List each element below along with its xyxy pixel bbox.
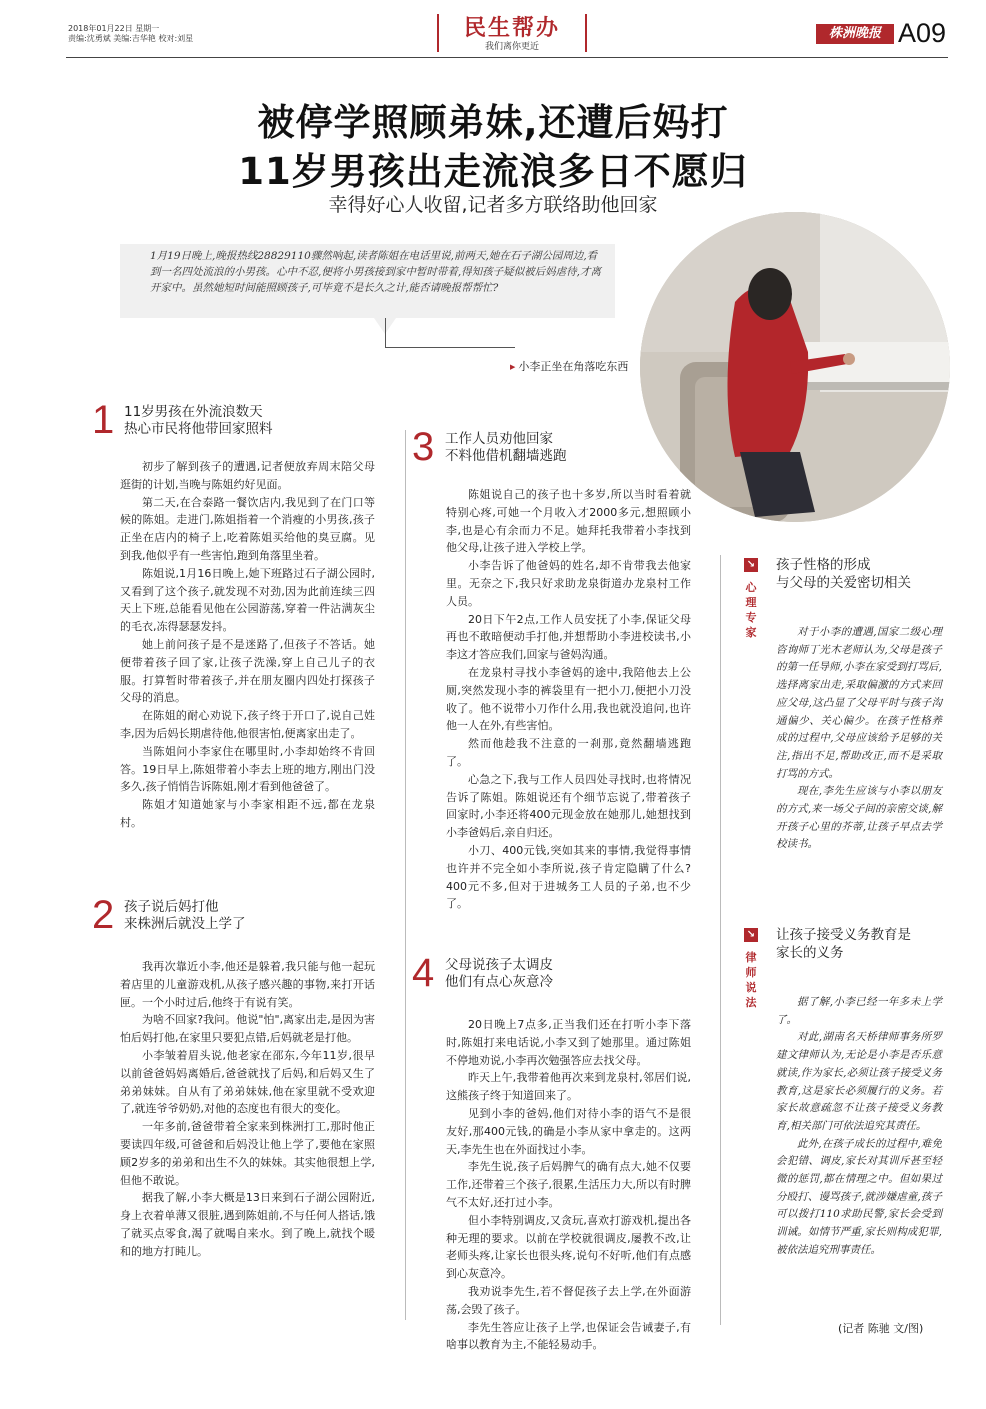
sidebar-title-line: 家长的义务: [776, 945, 844, 961]
byline: (记者 陈驰 文/图): [838, 1322, 924, 1335]
sidebar-body: [776, 624, 942, 854]
sidebar-title-line: 与父母的关爱密切相关: [776, 575, 911, 591]
section-number: 2: [92, 893, 115, 937]
column-title: 民生帮办: [463, 15, 560, 41]
section-title-line: 工作人员劝他回家: [445, 431, 553, 447]
sidebar-title: [776, 926, 911, 962]
photo-illustration: [640, 212, 950, 522]
headline-line2: 11岁男孩出走流浪多日不愿归: [238, 150, 748, 193]
paragraph: 现在,李先生应该与小李以朋友的方式,来一场父子间的亲密交谈,解开孩子心里的芥蒂,让孩子早点去学校读书。: [776, 785, 942, 851]
section-title-line: 热心市民将他带回家照料: [124, 421, 273, 437]
section-title-line: 孩子说后妈打他: [124, 899, 219, 915]
paragraph: 陈姐说自己的孩子也十多岁,所以当时看着就特别心疼,可她一个月收入才2000多元,想照顾小李,也是心有余而力不足。她拜托我带着小李找到他父母,让孩子进入学校上学。: [446, 488, 691, 555]
section-title: [124, 404, 273, 438]
sidebar-body: [776, 994, 942, 1260]
paragraph: 但小李特别调皮,又贪玩,喜欢打游戏机,提出各种无理的要求。以前在学校就很调皮,屡教不改,让老师头疼,让家长也很头疼,说句不好听,他们有点感到心灰意冷。: [446, 1213, 691, 1281]
section-title-line: 来株洲后就没上学了: [124, 916, 246, 932]
arrow-icon: ↘: [744, 558, 758, 572]
sidebar-title-line: 孩子性格的形成: [776, 557, 871, 573]
paragraph: 当陈姐问小李家住在哪里时,小李却始终不肯回答。19日早上,陈姐带着小李去上班的地方,刚出门没多久,孩子悄悄告诉陈姐,刚才看到他爸爸了。: [120, 744, 375, 794]
photo-caption: ▶ 小李正坐在角落吃东西: [510, 358, 628, 374]
section-number: 3: [412, 425, 435, 469]
section-title-line: 他们有点心灰意冷: [445, 974, 553, 990]
section-number: 4: [412, 951, 435, 995]
section-title-line: 父母说孩子太调皮: [445, 957, 553, 973]
paragraph: 一年多前,爸爸带着全家来到株洲打工,那时他正要读四年级,可爸爸和后妈没让他上学了,要他在家照顾2岁多的弟弟和出生不久的妹妹。其实他很想上学,但他不敢说。: [120, 1120, 375, 1187]
paragraph: 见到小李的爸妈,他们对待小李的语气不是很友好,那400元钱,的确是小李从家中拿走的。这两天,李先生也在外面找过小李。: [446, 1106, 691, 1156]
paragraph: 对于小李的遭遇,国家二级心理咨询师丁光木老师认为,父母是孩子的第一任导师,小李在家受到打骂后,选择离家出走,采取偏激的方式来回应父母,这凸显了父母平时与孩子沟通偏少、关心偏少。在孩子性格养成的过程中,父母应该给予足够的关注,指出不足,帮助改正,而不是采取打骂的方式。: [776, 626, 942, 780]
paragraph: 20日晚上7点多,正当我们还在打听小李下落时,陈姐打来电话说,小李又到了她那里。通过陈姐不停地劝说,小李再次勉强答应去找父母。: [446, 1018, 691, 1067]
paragraph: 昨天上午,我带着他再次来到龙泉村,邻居们说,这熊孩子终于知道回来了。: [446, 1071, 691, 1103]
section-title: [445, 431, 567, 465]
column-divider: [720, 555, 721, 1325]
column-divider: [405, 430, 406, 1320]
section-title-line: 不料他借机翻墙逃跑: [445, 448, 567, 464]
staff-line: 责编:沈勇斌 美编:吉华艳 校对:刘星: [68, 34, 194, 43]
paragraph: 陈姐才知道她家与小李家相距不远,都在龙泉村。: [120, 798, 375, 829]
sidebar-label: 律师说法: [745, 951, 757, 1009]
paragraph: 20日下午2点,工作人员安抚了小李,保证父母再也不敢暗便动手打他,并想帮助小李进校读书,小李这才答应我们,回家与爸妈沟通。: [446, 612, 691, 662]
header-rule: [66, 57, 948, 58]
lead-paragraph: 1月19日晚上,晚报热线28829110骤然响起,读者陈姐在电话里说,前两天,她在石子湖公园周边,看到一名四处流浪的小男孩。心中不忍,便将小男孩接到家中暂时带着,得知孩子疑似被后妈虐待,才离开家中。虽然她短时间能照顾孩子,可毕竟不是长久之计,能否请晚报帮帮忙?: [120, 244, 615, 318]
paragraph: 在龙泉村寻找小李爸妈的途中,我陪他去上公厕,突然发现小李的裤袋里有一把小刀,便把小刀没收了。他不说带小刀作什么用,我也就没追问,也许他一人在外,有些害怕。: [446, 665, 691, 733]
headline-line1: 被停学照顾弟妹,还遭后妈打: [257, 101, 729, 144]
paragraph: 在陈姐的耐心劝说下,孩子终于开口了,说自己姓李,因为后妈长期虐待他,他很害怕,便离家出走了。: [120, 709, 375, 740]
paragraph: 我劝说李先生,若不督促孩子去上学,在外面游荡,会毁了孩子。: [446, 1284, 691, 1316]
paragraph: 陈姐说,1月16日晚上,她下班路过石子湖公园时,又看到了这个孩子,就发现不对劲,因为此前连续三四天上下班,总能看见他在公园游荡,穿着一件沾满灰尘的毛衣,冻得瑟瑟发抖。: [120, 566, 375, 634]
page-number: A09: [898, 18, 947, 48]
paragraph: 小刀、400元钱,突如其来的事情,我觉得事情也许并不完全如小李所说,孩子肯定隐瞒了什么?400元不多,但对于进城务工人员的子弟,也不少了。: [446, 843, 691, 911]
sidebar-title: [776, 556, 911, 592]
paragraph: 此外,在孩子成长的过程中,难免会犯错、调皮,家长对其训斥甚至轻微的惩罚,都在情理之中。但如果过分殴打、谩骂孩子,就涉嫌虐童,孩子可以拨打110求助民警,家长会受到训诫。如情节严重,家长则构成犯罪,被依法追究刑事责任。: [776, 1137, 942, 1256]
arrow-icon: ↘: [744, 928, 758, 942]
sidebar-title-line: 让孩子接受义务教育是: [776, 927, 911, 943]
section-body: [120, 958, 375, 1261]
paragraph: 初步了解到孩子的遭遇,记者便放弃周末陪父母逛街的计划,当晚与陈姐约好见面。: [120, 460, 375, 491]
paragraph: 心急之下,我与工作人员四处寻找时,也将情况告诉了陈姐。陈姐说还有个细节忘说了,带着孩子回家时,小李还将400元现金放在她那儿,她想找到小李爸妈后,亲自归还。: [446, 772, 691, 840]
paragraph: 小李皱着眉头说,他老家在邵东,今年11岁,很早以前爸爸妈妈离婚后,爸爸就找了后妈,和后妈又生了弟弟妹妹。自从有了弟弟妹妹,他在家里就不受欢迎了,就连爷爷奶奶,对他的态度也有很大的变化。: [120, 1048, 375, 1116]
header-meta: [68, 24, 193, 44]
section-title: [445, 957, 553, 991]
paragraph: 她上前问孩子是不是迷路了,但孩子不答话。她便带着孩子回了家,让孩子洗澡,穿上自己儿子的衣服。打算暂时带着孩子,并在朋友圈内四处打探孩子父母的消息。: [120, 637, 375, 705]
section-body: [120, 458, 375, 832]
paragraph: 我再次靠近小李,他还是躲着,我只能与他一起玩着店里的儿童游戏机,从孩子感兴趣的事物,来打开话匣。一个小时过后,他终于有说有笑。: [120, 960, 375, 1009]
paragraph: 小李告诉了他爸妈的姓名,却不肯带我去他家里。无奈之下,我只好求助龙泉街道办龙泉村工作人员。: [446, 559, 691, 608]
section-title-line: 11岁男孩在外流浪数天: [124, 404, 263, 420]
paper-logo: 株洲晚报: [816, 24, 894, 44]
column-banner: [437, 14, 587, 52]
paragraph: 据了解,小李已经一年多未上学了。: [776, 996, 942, 1026]
section-title: [124, 899, 246, 933]
paragraph: 据我了解,小李大概是13日来到石子湖公园附近,身上衣着单薄又很脏,遇到陈姐前,不与任何人搭话,饿了就买点零食,渴了就喝自来水。到了晚上,就找个暖和的地方打盹儿。: [120, 1191, 375, 1258]
date-line: 2018年01月22日 星期一: [68, 24, 160, 33]
caption-connector-h: [385, 347, 515, 348]
subheadline: 幸得好心人收留,记者多方联络助他回家: [328, 194, 658, 216]
section-body: [446, 1016, 691, 1354]
article-photo: [640, 212, 950, 522]
paragraph: 然而他趁我不注意的一刹那,竟然翻墙逃跑了。: [446, 737, 691, 768]
column-subtitle: 我们离你更近: [484, 42, 539, 52]
sidebar-label: 心理专家: [745, 581, 757, 639]
section-body: [446, 486, 691, 913]
section-number: 1: [92, 398, 115, 442]
paragraph: 第二天,在合泰路一餐饮店内,我见到了在门口等候的陈姐。走进门,陈姐指着一个消瘦的小男孩,孩子正坐在店内的椅子上,吃着陈姐买给他的臭豆腐。见到我,他似乎有一些害怕,跑到角落里坐着。: [120, 495, 375, 562]
paragraph: 对此,湖南名天桥律师事务所罗建文律师认为,无论是小李是否乐意就读,作为家长,必须让孩子接受义务教育,这是家长必须履行的义务。若家长故意疏忽不让孩子接受义务教育,相关部门可依法追究其责任。: [776, 1031, 942, 1132]
caption-connector: [385, 318, 386, 348]
paragraph: 李先生答应让孩子上学,也保证会告诫妻子,有啥事以教育为主,不能轻易动手。: [446, 1320, 691, 1352]
paragraph: 李先生说,孩子后妈脾气的确有点大,她不仅要工作,还带着三个孩子,很累,生活压力大,所以有时脾气不太好,还打过小李。: [446, 1160, 691, 1209]
paragraph: 为啥不回家?我问。他说"怕",离家出走,是因为害怕后妈打他,在家里只要犯点错,后妈就老是打他。: [120, 1013, 375, 1045]
